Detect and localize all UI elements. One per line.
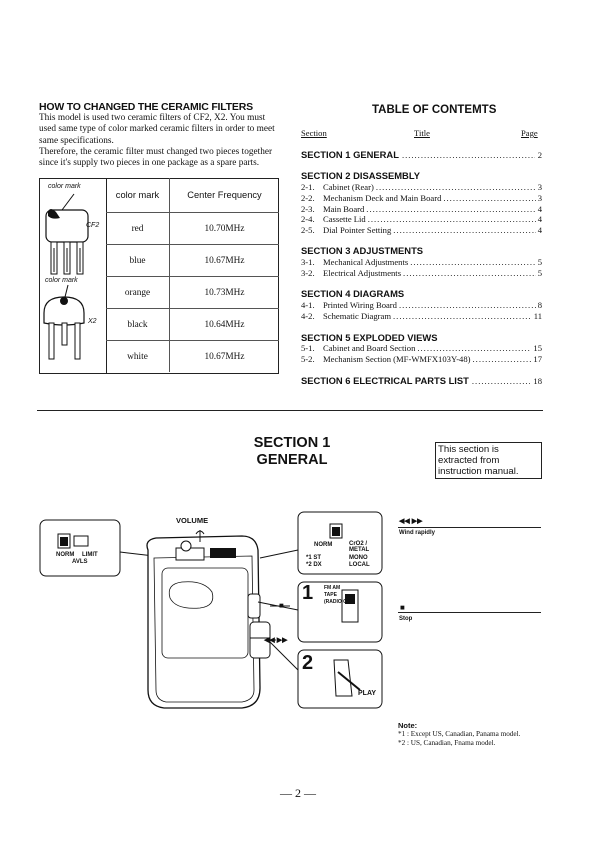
toc-section-5-heading[interactable]: SECTION 5 EXPLODED VIEWS (301, 332, 438, 343)
norm-label: NORM (56, 552, 75, 558)
tape-metal-label: METAL (349, 547, 370, 553)
cell-color: red (106, 213, 170, 245)
cell-color: orange (106, 277, 170, 309)
toc-col-page: Page (521, 128, 538, 138)
toc-item[interactable]: 2-5. Dial Pointer Setting ..... 4 (301, 225, 542, 236)
tape-norm-label: NORM (314, 542, 333, 548)
radio-off-label: (RADIO OFF) (324, 599, 355, 605)
legend-rule-2 (398, 612, 541, 613)
note-block (398, 721, 520, 749)
toc-item[interactable]: 5-2. Mechanism Section (MF-WMFX103Y-48) ..... 17 (301, 354, 542, 365)
toc-item[interactable]: 3-1. Mechanical Adjustments ..... 5 (301, 257, 542, 268)
toc-section-title: SECTION 6 ELECTRICAL PARTS LIST (301, 375, 469, 386)
cell-color: white (106, 341, 170, 373)
stop-symbol: ■ (279, 601, 284, 610)
color-mark-label-1: color mark (48, 183, 81, 190)
stop-label: Stop (399, 616, 413, 622)
toc-item[interactable]: 2-4. Cassette Lid ..... 4 (301, 214, 542, 225)
cell-frequency: 10.67MHz (204, 351, 245, 362)
toc-item[interactable]: 4-1. Printed Wiring Board ..... 8 (301, 300, 542, 311)
avls-label: AVLS (72, 559, 88, 565)
rew-ff-symbols: ◀◀ ▶▶ (264, 637, 288, 644)
dx-label: *2 DX (306, 562, 322, 568)
cell-frequency: 10.73MHz (170, 277, 280, 309)
tape-cro2-label: CrO2 / (349, 541, 368, 547)
tape-label: TAPE (324, 592, 337, 598)
header-color-mark: color mark (106, 178, 170, 213)
toc-page: 18 (533, 376, 542, 386)
cf2-filter-drawing (40, 190, 106, 280)
table-row (106, 341, 279, 373)
x2-label: X2 (88, 318, 97, 325)
toc-col-title: Title (414, 128, 430, 138)
ceramic-paragraph-2: Therefore, the ceramic filter must changed two pieces together since it's supply two pieces in one package as a spare parts. (39, 147, 273, 169)
extract-note-box: This section is extracted from instruction manual. (435, 442, 542, 479)
toc-item[interactable]: 2-1. Cabinet (Rear) ..... 3 (301, 182, 542, 193)
wind-rapidly-label: Wind rapidly (399, 530, 435, 536)
cell-color: black (106, 309, 170, 341)
toc-section-4-heading[interactable]: SECTION 4 DIAGRAMS (301, 288, 405, 299)
volume-label: VOLUME (176, 516, 209, 525)
ceramic-heading: HOW TO CHANGED THE CERAMIC FILTERS (39, 101, 253, 113)
cell-frequency: 10.67MHz (170, 245, 280, 277)
toc-title: TABLE OF CONTEMTS (372, 104, 497, 116)
toc-section-6[interactable] (301, 375, 542, 386)
page-number: — 2 — (280, 786, 316, 800)
toc-section-2-list (301, 182, 542, 236)
color-mark-label-2: color mark (45, 277, 78, 284)
filter-frequency-table (106, 178, 279, 372)
rew-ff-legend-symbols: ◀◀ ▶▶ (399, 518, 423, 525)
toc-section-4-list (301, 300, 542, 322)
toc-section-3-heading[interactable]: SECTION 3 ADJUSTMENTS (301, 245, 424, 256)
note-line-1: *1 : Except US, Canadian, Panama model. (398, 730, 521, 739)
toc-item[interactable]: 4-2. Schematic Diagram ..... 11 (301, 311, 542, 322)
toc-section-5-list (301, 343, 542, 365)
st-label: *1 ST (306, 555, 322, 561)
limit-label: LIMIT (82, 552, 98, 558)
mono-label: MONO (349, 555, 368, 561)
toc-col-section: Section (301, 128, 327, 138)
toc-section-2-heading[interactable]: SECTION 2 DISASSEMBLY (301, 170, 420, 181)
note-title: Note: (398, 721, 418, 730)
local-label: LOCAL (349, 562, 370, 568)
step-2-number: 2 (302, 652, 314, 674)
toc-item[interactable]: 2-2. Mechanism Deck and Main Board ..... 3 (301, 193, 542, 204)
cell-frequency: 10.64MHz (170, 309, 280, 341)
toc-item[interactable]: 2-3. Main Board ..... 4 (301, 204, 542, 215)
toc-item[interactable]: 3-2. Electrical Adjustments ..... 5 (301, 268, 542, 279)
play-label: PLAY (358, 690, 377, 697)
toc-section-title: SECTION 1 GENERAL (301, 149, 399, 160)
table-row (106, 213, 279, 245)
cell-color: blue (106, 245, 170, 277)
fm-am-label: FM AM (324, 585, 341, 591)
table-row (106, 309, 279, 341)
ceramic-paragraph-1: This model is used two ceramic filters of CF2, X2. You must used same type of color marked ceramic filters in order to meet same specifications. (39, 113, 275, 146)
toc-item[interactable]: 5-1. Cabinet and Board Section ..... 15 (301, 343, 542, 354)
cell-frequency: 10.70MHz (170, 213, 280, 245)
legend-rule-1 (398, 527, 541, 528)
toc-section-3-list (301, 257, 542, 279)
walkman-diagram (36, 510, 396, 720)
table-row (106, 245, 279, 277)
table-row (106, 277, 279, 309)
toc-page: 2 (537, 150, 542, 160)
horizontal-rule (37, 410, 543, 411)
cf2-label: CF2 (86, 222, 100, 229)
note-line-2: *2 : US, Canadian, Fnama model. (398, 739, 496, 748)
toc-section-1[interactable] (301, 149, 542, 160)
header-center-frequency: Center Frequency (170, 178, 280, 213)
step-1-number: 1 (302, 582, 314, 604)
stop-legend-symbol: ■ (400, 603, 405, 612)
section-1-title: SECTION 1 GENERAL (253, 435, 331, 468)
